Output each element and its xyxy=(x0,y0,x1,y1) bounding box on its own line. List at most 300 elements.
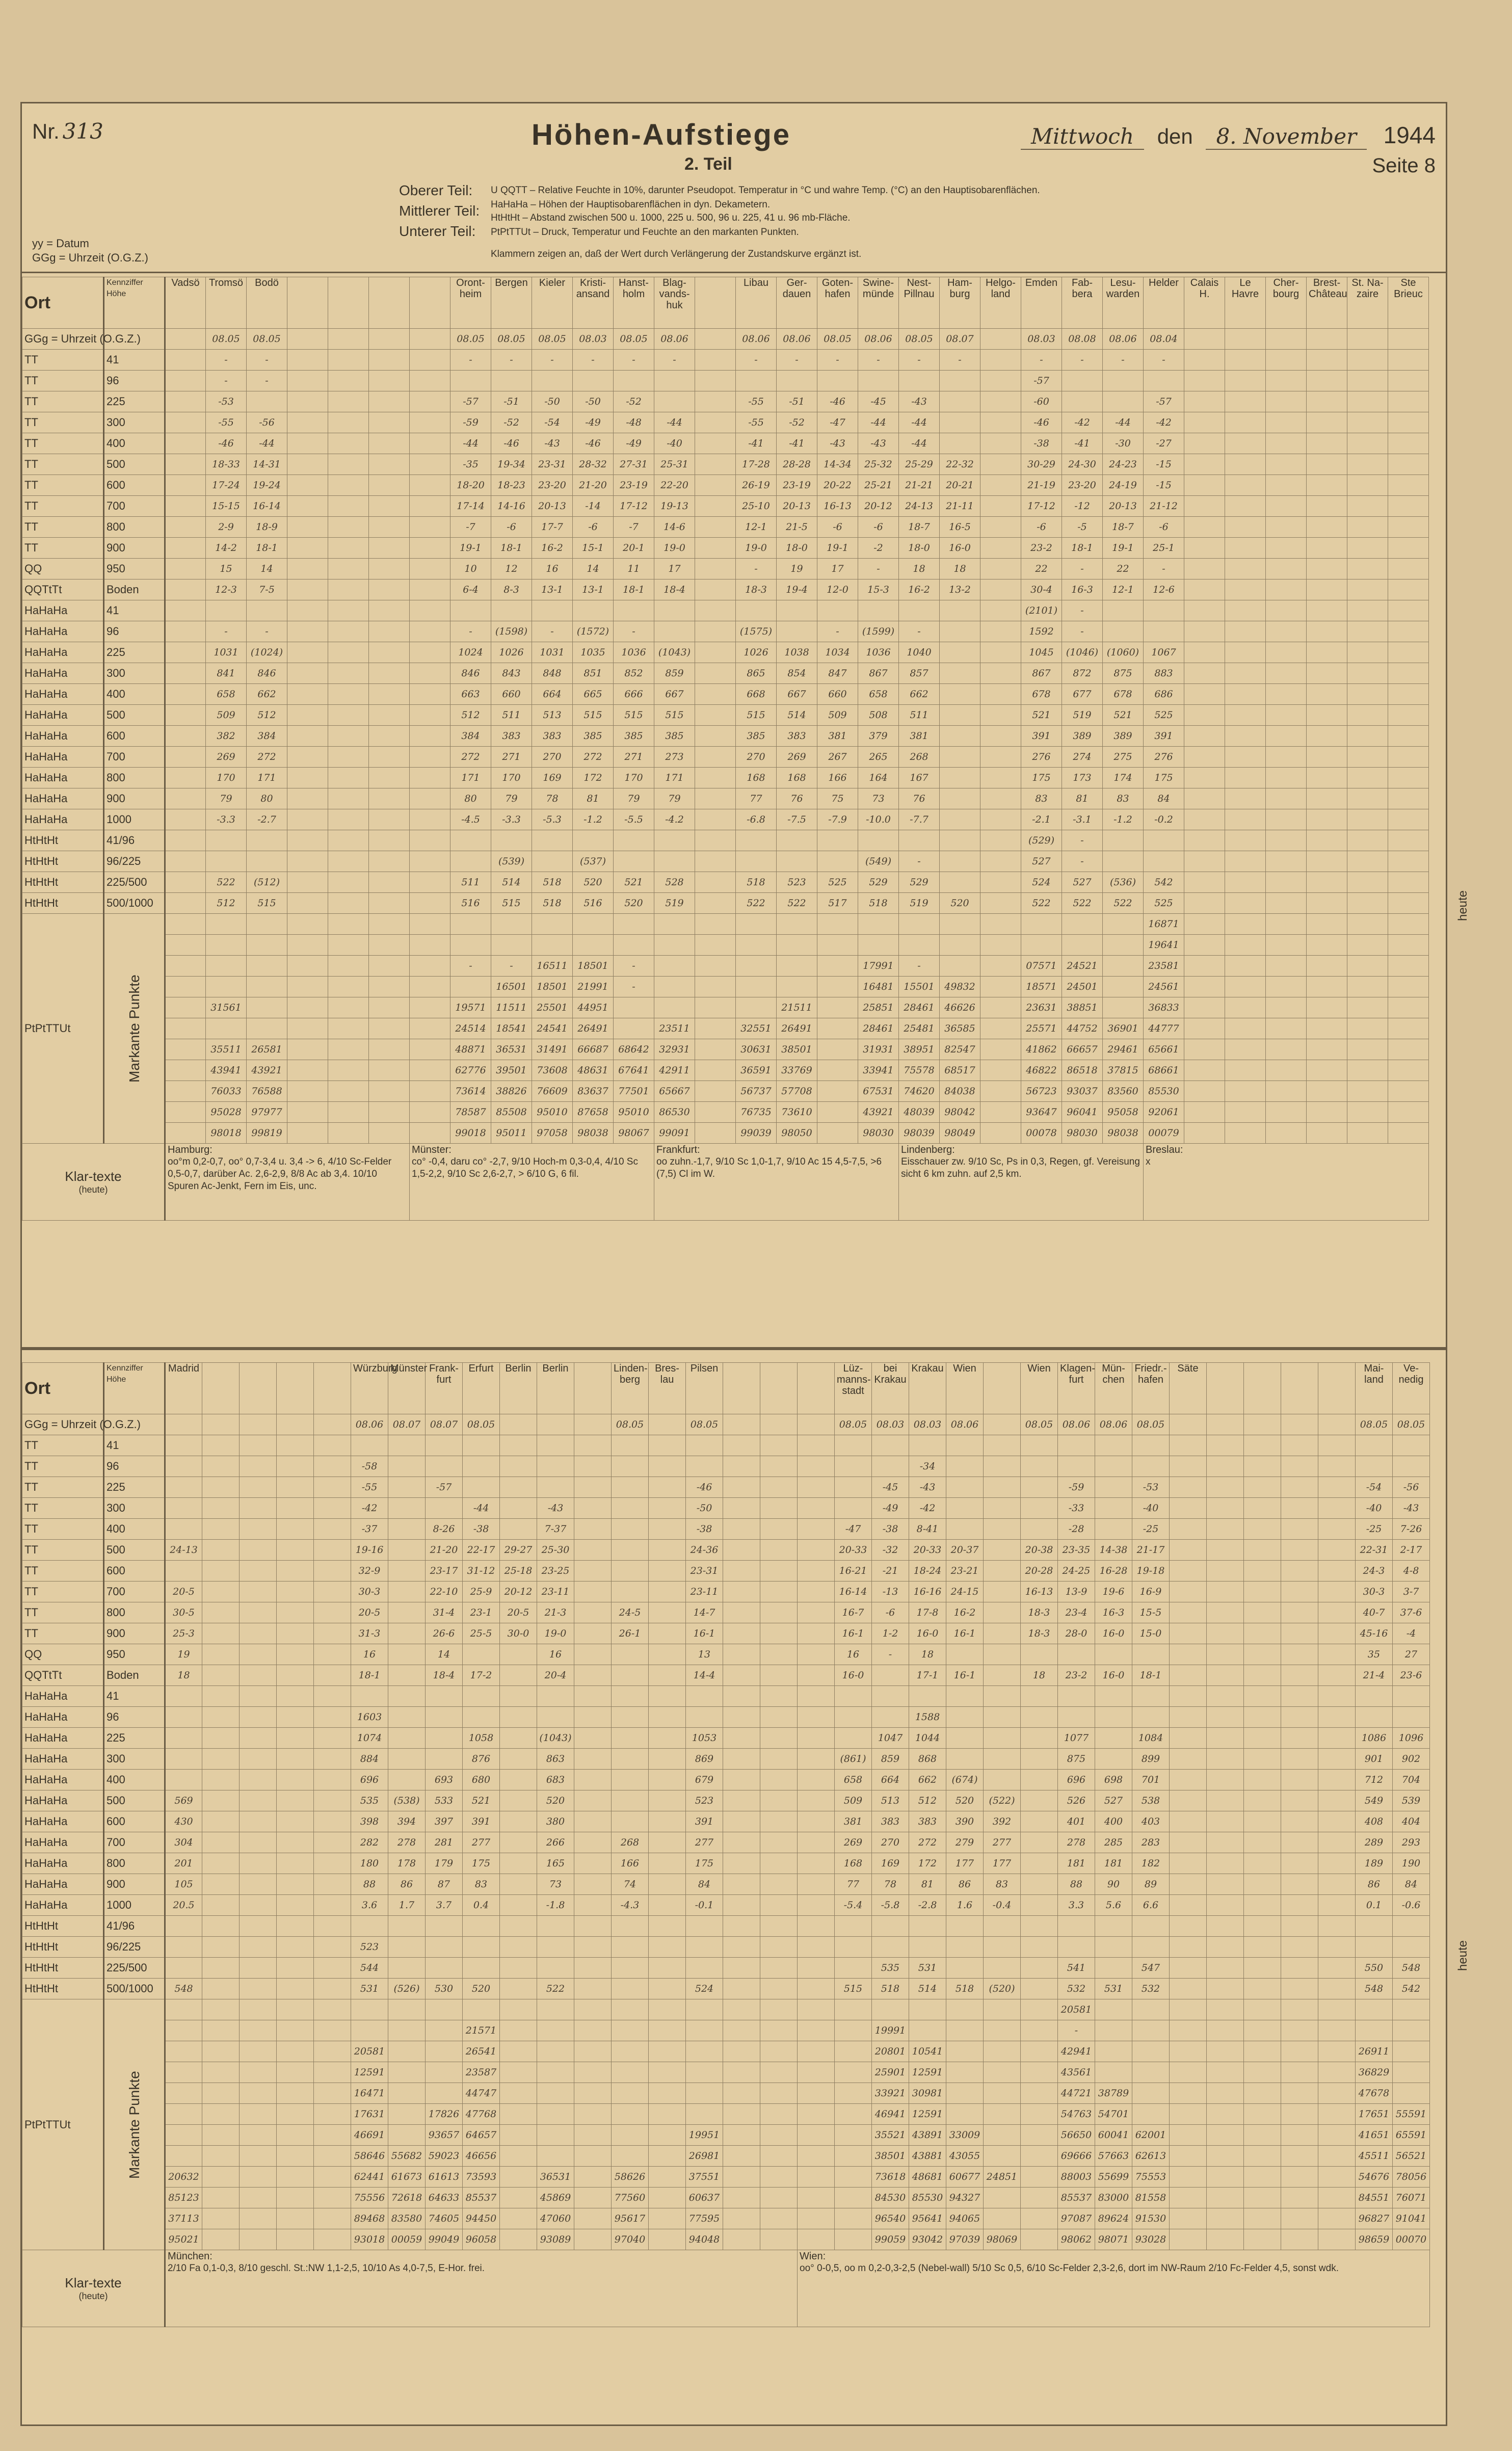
data-cell: 698 xyxy=(1095,1770,1132,1790)
data-cell: 30-0 xyxy=(500,1623,537,1644)
data-cell: 268 xyxy=(612,1832,649,1853)
data-cell xyxy=(426,1707,463,1728)
data-cell xyxy=(1307,391,1347,412)
data-cell xyxy=(1207,1937,1244,1958)
sheet-header xyxy=(22,103,1446,273)
data-cell: 1036 xyxy=(858,642,899,663)
marked-point-cell: 98062 xyxy=(1058,2229,1095,2250)
data-cell: -32 xyxy=(872,1540,909,1561)
data-cell: -46 xyxy=(1021,412,1062,433)
data-cell xyxy=(980,851,1021,872)
marked-point-cell xyxy=(760,2041,798,2062)
data-cell: -46 xyxy=(817,391,858,412)
row-label: QQ xyxy=(22,1644,104,1665)
data-cell xyxy=(1103,371,1144,391)
data-cell xyxy=(410,642,450,663)
station-name xyxy=(328,277,369,329)
marked-point-cell xyxy=(426,2062,463,2083)
data-cell xyxy=(940,872,980,893)
data-cell: 12-6 xyxy=(1144,579,1184,600)
data-cell xyxy=(723,1979,760,1999)
data-cell xyxy=(723,1602,760,1623)
marked-point-cell xyxy=(1225,935,1266,956)
data-cell: 1067 xyxy=(1144,642,1184,663)
data-cell xyxy=(1207,1707,1244,1728)
marked-point-cell: 19951 xyxy=(686,2125,723,2146)
data-cell xyxy=(1388,768,1429,788)
marked-point-cell xyxy=(463,1999,500,2020)
data-cell xyxy=(500,1728,537,1749)
data-cell xyxy=(1356,1707,1393,1728)
marked-point-cell: 87658 xyxy=(573,1102,614,1123)
datum-cell xyxy=(649,1414,686,1435)
marked-point-cell: 85530 xyxy=(1144,1081,1184,1102)
data-cell: 89 xyxy=(1132,1874,1170,1895)
data-cell: 25-5 xyxy=(463,1623,500,1644)
data-cell: - xyxy=(206,621,247,642)
data-cell: -48 xyxy=(614,412,654,433)
data-cell: 23-21 xyxy=(946,1561,984,1582)
data-cell xyxy=(1307,559,1347,579)
marked-point-row xyxy=(22,1039,1429,1060)
marked-point-cell: 82547 xyxy=(940,1039,980,1060)
data-cell xyxy=(1318,1895,1356,1916)
marked-point-cell xyxy=(1170,2020,1207,2041)
marked-point-cell xyxy=(314,2208,351,2229)
data-cell xyxy=(1318,1749,1356,1770)
data-cell xyxy=(1021,1979,1058,1999)
data-cell xyxy=(1388,496,1429,517)
marked-point-cell xyxy=(1021,2229,1058,2250)
marked-point-cell: 24501 xyxy=(1062,977,1103,997)
data-cell xyxy=(574,1979,612,1999)
data-cell: 22-10 xyxy=(426,1582,463,1602)
data-cell xyxy=(654,391,695,412)
marked-point-cell: 11511 xyxy=(491,997,532,1018)
marked-point-cell xyxy=(1388,1123,1429,1144)
datum-cell: 08.05 xyxy=(450,329,491,350)
marked-point-cell xyxy=(980,977,1021,997)
row-level: 400 xyxy=(104,1770,165,1790)
marked-point-cell: 60677 xyxy=(946,2167,984,2188)
data-cell: 20.5 xyxy=(165,1895,202,1916)
data-cell xyxy=(500,1979,537,1999)
marked-point-cell xyxy=(1318,1999,1356,2020)
data-cell xyxy=(1347,579,1388,600)
data-cell: 304 xyxy=(165,1832,202,1853)
row-level: 900 xyxy=(104,538,165,559)
marked-point-cell xyxy=(202,2125,240,2146)
marked-point-cell xyxy=(410,1060,450,1081)
data-cell xyxy=(612,1728,649,1749)
marked-point-cell xyxy=(450,977,491,997)
data-cell xyxy=(202,1958,240,1979)
data-cell xyxy=(240,1937,277,1958)
data-cell: -57 xyxy=(426,1477,463,1498)
marked-point-cell xyxy=(695,1102,736,1123)
data-cell: -43 xyxy=(899,391,940,412)
data-cell: 550 xyxy=(1356,1958,1393,1979)
marked-point-cell xyxy=(1307,1060,1347,1081)
data-cell: 515 xyxy=(573,705,614,726)
data-cell: 660 xyxy=(817,684,858,705)
data-cell xyxy=(649,1623,686,1644)
marked-point-cell: 99059 xyxy=(872,2229,909,2250)
data-cell xyxy=(695,705,736,726)
data-cell xyxy=(723,1790,760,1811)
data-cell xyxy=(287,768,328,788)
data-cell xyxy=(1281,1561,1318,1582)
data-cell xyxy=(277,1623,314,1644)
data-cell xyxy=(1281,1979,1318,1999)
data-cell xyxy=(277,1728,314,1749)
data-cell: 515 xyxy=(736,705,777,726)
data-cell: 519 xyxy=(899,893,940,914)
data-cell: -42 xyxy=(909,1498,946,1519)
marked-point-cell xyxy=(798,2167,835,2188)
data-cell: 3.6 xyxy=(351,1895,388,1916)
data-cell: - xyxy=(450,350,491,371)
marked-point-cell xyxy=(500,2062,537,2083)
marked-point-cell xyxy=(1244,2229,1281,2250)
marked-point-cell xyxy=(723,2083,760,2104)
data-cell xyxy=(202,1665,240,1686)
data-cell: -3.1 xyxy=(1062,809,1103,830)
data-cell xyxy=(1225,893,1266,914)
data-cell: (1043) xyxy=(654,642,695,663)
data-cell xyxy=(1170,1435,1207,1456)
data-cell: 658 xyxy=(835,1770,872,1790)
data-cell xyxy=(1266,809,1307,830)
data-cell xyxy=(1225,538,1266,559)
marked-point-cell xyxy=(277,2229,314,2250)
data-cell xyxy=(980,454,1021,475)
data-cell: 531 xyxy=(909,1958,946,1979)
data-cell xyxy=(165,412,206,433)
data-cell xyxy=(574,1602,612,1623)
station-name xyxy=(410,277,450,329)
marked-point-cell: 38501 xyxy=(777,1039,817,1060)
data-cell xyxy=(1307,475,1347,496)
data-cell xyxy=(1170,1665,1207,1686)
data-cell: 1038 xyxy=(777,642,817,663)
data-cell: - xyxy=(777,350,817,371)
row-label: HaHaHa xyxy=(22,809,104,830)
marked-point-cell: - xyxy=(450,956,491,977)
data-cell xyxy=(287,579,328,600)
data-cell xyxy=(723,1435,760,1456)
data-cell xyxy=(695,371,736,391)
station-name: Vadsö xyxy=(165,277,206,329)
data-cell xyxy=(410,600,450,621)
marked-point-cell xyxy=(426,2041,463,2062)
data-cell xyxy=(1281,1665,1318,1686)
data-cell: 1074 xyxy=(351,1728,388,1749)
marked-point-cell xyxy=(1132,2083,1170,2104)
data-cell xyxy=(1266,391,1307,412)
data-cell: 22 xyxy=(1103,559,1144,579)
data-cell xyxy=(1388,517,1429,538)
data-cell xyxy=(410,559,450,579)
marked-point-cell xyxy=(980,1039,1021,1060)
marked-point-cell xyxy=(1184,956,1225,977)
marked-point-cell xyxy=(537,2125,574,2146)
data-cell xyxy=(1266,559,1307,579)
marked-point-cell xyxy=(202,2062,240,2083)
data-cell xyxy=(1244,1477,1281,1498)
data-cell xyxy=(1307,809,1347,830)
marked-point-cell xyxy=(1318,2229,1356,2250)
klartexte-title: Klar-texte xyxy=(65,2275,122,2290)
row-level: 400 xyxy=(104,684,165,705)
marked-point-cell xyxy=(202,2146,240,2167)
data-cell: - xyxy=(654,350,695,371)
data-cell xyxy=(165,747,206,768)
datum-cell: 08.05 xyxy=(686,1414,723,1435)
data-cell xyxy=(1184,391,1225,412)
klartexte-label xyxy=(22,2250,165,2327)
data-cell xyxy=(760,1665,798,1686)
marked-point-cell xyxy=(760,2208,798,2229)
data-cell xyxy=(1347,538,1388,559)
marked-point-cell: 84530 xyxy=(872,2188,909,2208)
data-cell xyxy=(369,517,410,538)
data-cell xyxy=(369,893,410,914)
station-name xyxy=(287,277,328,329)
klartexte-label xyxy=(22,1144,165,1221)
data-cell xyxy=(1058,1937,1095,1958)
marked-point-cell xyxy=(287,935,328,956)
data-cell: 267 xyxy=(817,747,858,768)
station-name: Mai- land xyxy=(1356,1363,1393,1414)
data-cell xyxy=(695,788,736,809)
data-cell: 21-4 xyxy=(1356,1665,1393,1686)
data-cell xyxy=(1144,830,1184,851)
data-cell: 277 xyxy=(686,1832,723,1853)
station-name xyxy=(314,1363,351,1414)
marked-point-cell: 74605 xyxy=(426,2208,463,2229)
row-label: TT xyxy=(22,538,104,559)
data-cell: 18-1 xyxy=(491,538,532,559)
data-cell: 533 xyxy=(426,1790,463,1811)
marked-point-cell xyxy=(240,2020,277,2041)
marked-point-cell xyxy=(1207,2208,1244,2229)
data-cell: -14 xyxy=(573,496,614,517)
station-name: Ger- dauen xyxy=(777,277,817,329)
data-cell xyxy=(277,1477,314,1498)
marked-point-cell: 24514 xyxy=(450,1018,491,1039)
data-cell: 18 xyxy=(909,1644,946,1665)
row-label: HtHtHt xyxy=(22,872,104,893)
data-cell xyxy=(695,475,736,496)
data-cell xyxy=(240,1456,277,1477)
data-cell: -43 xyxy=(537,1498,574,1519)
data-cell xyxy=(410,851,450,872)
data-cell xyxy=(574,1770,612,1790)
data-cell: 520 xyxy=(940,893,980,914)
data-cell: 81 xyxy=(909,1874,946,1895)
data-cell: 80 xyxy=(247,788,287,809)
data-cell xyxy=(1388,663,1429,684)
marked-point-cell: 38851 xyxy=(1062,997,1103,1018)
station-name: Libau xyxy=(736,277,777,329)
data-cell xyxy=(500,1665,537,1686)
data-cell: 1086 xyxy=(1356,1728,1393,1749)
data-cell: 854 xyxy=(777,663,817,684)
data-cell xyxy=(695,809,736,830)
marked-point-row xyxy=(22,1081,1429,1102)
data-cell xyxy=(777,830,817,851)
marked-point-cell xyxy=(695,1123,736,1144)
marked-point-cell xyxy=(277,2208,314,2229)
data-cell xyxy=(798,1770,835,1790)
data-cell: - xyxy=(532,621,573,642)
data-cell: -28 xyxy=(1058,1519,1095,1540)
data-cell xyxy=(1281,1937,1318,1958)
data-cell: 380 xyxy=(537,1811,574,1832)
data-cell: 1045 xyxy=(1021,642,1062,663)
station-name: Goten- hafen xyxy=(817,277,858,329)
data-cell xyxy=(388,1477,426,1498)
marked-point-cell xyxy=(450,914,491,935)
data-cell xyxy=(1347,350,1388,371)
marked-point-cell xyxy=(835,2125,872,2146)
data-cell xyxy=(946,1707,984,1728)
data-cell xyxy=(1281,1728,1318,1749)
data-cell: 271 xyxy=(614,747,654,768)
marked-point-cell xyxy=(1170,2229,1207,2250)
data-cell xyxy=(1184,559,1225,579)
data-cell xyxy=(798,1477,835,1498)
station-name: Bergen xyxy=(491,277,532,329)
data-cell xyxy=(695,350,736,371)
data-cell: 30-29 xyxy=(1021,454,1062,475)
data-cell xyxy=(491,371,532,391)
data-cell: 848 xyxy=(532,663,573,684)
marked-point-cell xyxy=(1388,997,1429,1018)
data-cell xyxy=(980,747,1021,768)
data-cell: -6 xyxy=(1144,517,1184,538)
data-cell xyxy=(984,1623,1021,1644)
data-cell: - xyxy=(491,350,532,371)
marked-point-cell: 31561 xyxy=(206,997,247,1018)
datum-cell xyxy=(1170,1414,1207,1435)
row-level: 41 xyxy=(104,350,165,371)
data-cell xyxy=(1144,851,1184,872)
marked-point-cell xyxy=(165,1018,206,1039)
data-cell: -3.3 xyxy=(206,809,247,830)
data-cell: 663 xyxy=(450,684,491,705)
data-cell: -46 xyxy=(573,433,614,454)
data-cell: 3-7 xyxy=(1393,1582,1430,1602)
marked-point-cell xyxy=(165,2083,202,2104)
data-cell xyxy=(1207,1519,1244,1540)
marked-point-cell: 43921 xyxy=(247,1060,287,1081)
data-cell xyxy=(1244,1456,1281,1477)
data-cell: 25-9 xyxy=(463,1582,500,1602)
data-cell xyxy=(940,851,980,872)
klartext-station: Münster: xyxy=(412,1144,452,1155)
data-cell: 171 xyxy=(247,768,287,788)
data-cell xyxy=(835,1456,872,1477)
data-cell xyxy=(369,350,410,371)
marked-point-cell xyxy=(1132,2104,1170,2125)
marked-point-cell xyxy=(723,2020,760,2041)
data-cell xyxy=(450,600,491,621)
table-row xyxy=(22,350,1429,371)
data-cell: 19-16 xyxy=(351,1540,388,1561)
data-cell xyxy=(202,1477,240,1498)
data-cell xyxy=(369,579,410,600)
data-cell xyxy=(612,1665,649,1686)
data-cell: 524 xyxy=(686,1979,723,1999)
row-level: 225 xyxy=(104,391,165,412)
data-cell: 20-37 xyxy=(946,1540,984,1561)
data-cell xyxy=(984,1582,1021,1602)
data-cell xyxy=(328,872,369,893)
marked-point-cell: 38789 xyxy=(1095,2083,1132,2104)
station-name xyxy=(369,277,410,329)
data-cell xyxy=(277,1519,314,1540)
station-name xyxy=(1281,1363,1318,1414)
row-level: 300 xyxy=(104,663,165,684)
marked-point-cell: 36901 xyxy=(1103,1018,1144,1039)
legend-upper-label: Oberer Teil: xyxy=(399,182,473,198)
data-cell: 175 xyxy=(686,1853,723,1874)
data-cell xyxy=(277,1665,314,1686)
data-cell: (536) xyxy=(1103,872,1144,893)
data-cell xyxy=(984,1686,1021,1707)
data-cell xyxy=(314,1811,351,1832)
data-cell xyxy=(165,475,206,496)
marked-point-cell xyxy=(777,914,817,935)
data-cell xyxy=(612,1540,649,1561)
data-cell: 81 xyxy=(1062,788,1103,809)
data-cell: -38 xyxy=(872,1519,909,1540)
marked-point-cell xyxy=(1307,977,1347,997)
data-cell xyxy=(165,1916,202,1937)
marked-point-cell xyxy=(1207,2041,1244,2062)
data-cell xyxy=(1266,684,1307,705)
data-cell xyxy=(369,684,410,705)
data-cell: 383 xyxy=(491,726,532,747)
klartext-cell xyxy=(654,1144,899,1221)
data-cell: 30-3 xyxy=(351,1582,388,1602)
data-cell xyxy=(835,1686,872,1707)
data-cell xyxy=(463,1435,500,1456)
data-cell xyxy=(351,1435,388,1456)
data-cell xyxy=(612,1749,649,1770)
data-cell: 21-21 xyxy=(899,475,940,496)
station-name: Lesu- warden xyxy=(1103,277,1144,329)
data-cell: -7 xyxy=(450,517,491,538)
table-row xyxy=(22,1644,1430,1665)
data-cell xyxy=(760,1519,798,1540)
marked-point-cell xyxy=(1281,2020,1318,2041)
data-cell: 74 xyxy=(612,1874,649,1895)
data-cell xyxy=(426,1916,463,1937)
marked-point-cell: 97977 xyxy=(247,1102,287,1123)
data-cell xyxy=(165,538,206,559)
data-cell xyxy=(314,1790,351,1811)
data-cell: 18-1 xyxy=(1132,1665,1170,1686)
side-label-heute-bottom: heute xyxy=(1455,1940,1470,1971)
table-row xyxy=(22,726,1429,747)
station-name: Pilsen xyxy=(686,1363,723,1414)
data-cell xyxy=(328,538,369,559)
data-cell xyxy=(940,705,980,726)
marked-point-cell xyxy=(500,2104,537,2125)
